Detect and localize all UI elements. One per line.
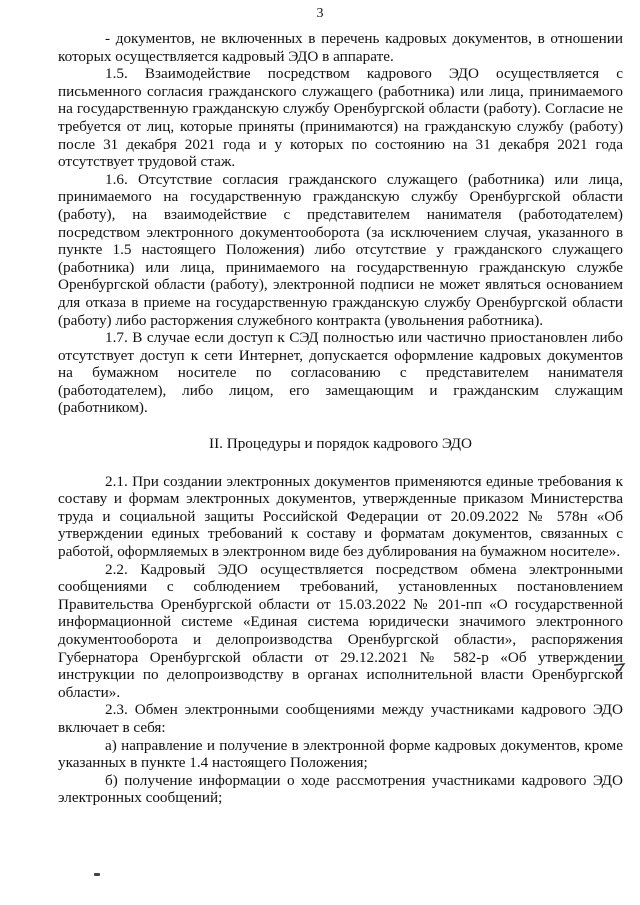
document-body	[58, 30, 623, 807]
paragraph-1-7: 1.7. В случае если доступ к СЭД полностью или частично приостановлен либо отсутствует доступ к сети Интернет, допускается оформление кадровых документов на бумажном носителе по согласованию с представителем нанимателя (работодателем), либо лицом, его замещающим и гражданским служащим (работником).	[58, 329, 623, 417]
pen-check-mark	[612, 662, 626, 676]
paragraph-2-3: 2.3. Обмен электронными сообщениями между участниками кадрового ЭДО включает в себя:	[58, 701, 623, 736]
paragraph-2-2: 2.2. Кадровый ЭДО осуществляется посредством обмена электронными сообщениями с соблюдением требований, установленных постановлением Правительства Оренбургской области от 15.03.2022 № 201-пп «О государственной информационной системе «Единая система юридически значимого электронного документооборота и делопроизводства Оренбургской области», распоряжения Губернатора Оренбургской области от 29.12.2021 № 582-р «Об утверждении инструкции по делопроизводству в органах исполнительной власти Оренбургской области».	[58, 560, 623, 701]
sub-item-a: а) направление и получение в электронной форме кадровых документов, кроме указанных в пункте 1.4 настоящего Положения;	[58, 736, 623, 772]
sub-item-b: б) получение информации о ходе рассмотрения участниками кадрового ЭДО электронных сообщений;	[58, 771, 623, 807]
margin-dot	[94, 873, 100, 876]
paragraph-1-6: 1.6. Отсутствие согласия гражданского служащего (работника) или лица, принимаемого на государственную гражданскую службу Оренбургской области (работу), на взаимодействие с представителем нанимателя (работодателем) посредством электронного документооборота (за исключением случая, указанного в пункте 1.5 настоящего Положения) либо отсутствие у гражданского служащего (работника) или лица, принимаемого на государственную гражданскую службе Оренбургской области (работу), электронной подписи не может являться основанием для отказа в приеме на государственную гражданскую службу Оренбургской области (работу) либо расторжения служебного контракта (увольнения работника).	[58, 170, 623, 329]
paragraph-1-5: 1.5. Взаимодействие посредством кадрового ЭДО осуществляется с письменного согласия гражданского служащего (работника) или лица, принимаемого на государственную гражданскую службу Оренбургской области (работу). Согласие не требуется от лиц, которые приняты (принимаются) на гражданскую службу (работу) после 31 декабря 2021 года и у которых по состоянию на 31 декабря 2021 года отсутствует трудовой стаж.	[58, 65, 623, 171]
paragraph-2-1: 2.1. При создании электронных документов применяются единые требования к составу и формам электронных документов, утвержденные приказом Министерства труда и социальной защиты Российской Федерации от 20.09.2022 № 578н «Об утверждении единых требований к составу и форматам документов, связанных с работой, оформляемых в электронном виде без дублирования на бумажном носителе».	[58, 472, 623, 561]
paragraph-documents-list-end: - документов, не включенных в перечень кадровых документов, в отношении которых осуществляется кадровый ЭДО в аппарате.	[58, 30, 623, 65]
section-heading-ii: II. Процедуры и порядок кадрового ЭДО	[209, 435, 472, 453]
page-number: 3	[316, 6, 324, 21]
